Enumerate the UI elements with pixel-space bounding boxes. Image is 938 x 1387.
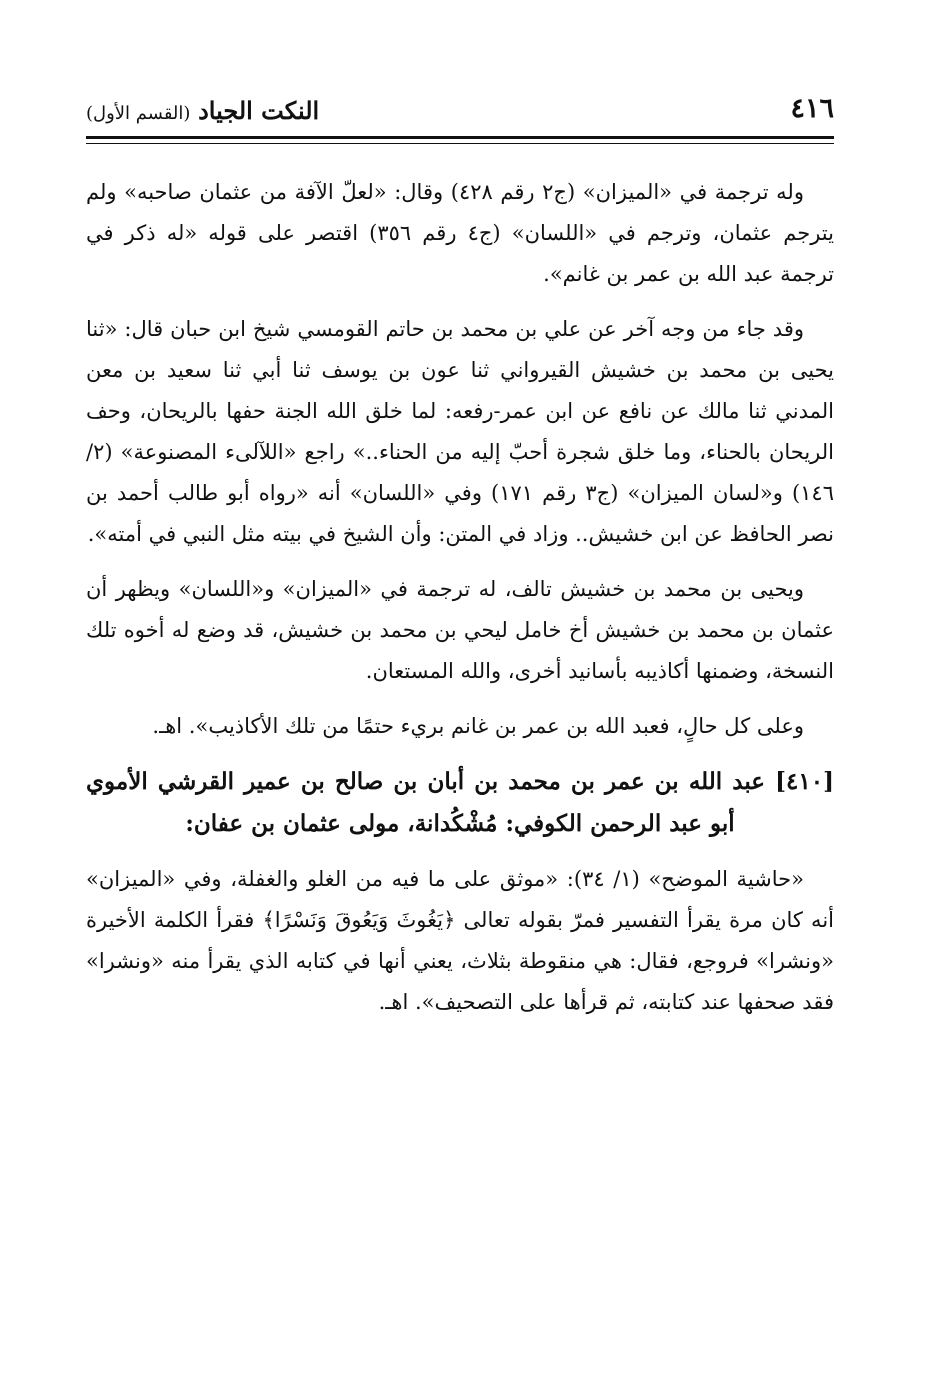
- book-title: النكت الجياد: [198, 96, 320, 125]
- page-number: ٤١٦: [790, 93, 834, 124]
- page-header: [86, 92, 834, 132]
- book-part: (القسم الأول): [86, 103, 191, 124]
- paragraph-2: وقد جاء من وجه آخر عن علي بن محمد بن حاتم القومسي شيخ ابن حبان قال: «ثنا يحيى بن محمد بن خشيش القيرواني ثنا عون بن يوسف ثنا أبي ثنا سعيد بن معن المدني ثنا مالك عن نافع عن ابن عمر-رفعه: لما خلق الله الجنة حفها بالريحان، وحف الريحان بالحناء، وما خلق شجرة أحبّ إليه من الحناء..» راجع «اللآلىء المصنوعة» (٢/ ١٤٦) و«لسان الميزان» (ج٣ رقم ١٧١) وفي «اللسان» أنه «رواه أبو طالب أحمد بن نصر الحافظ عن ابن خشيش.. وزاد في المتن: وأن الشيخ في بيته مثل النبي في أمته».: [86, 317, 834, 546]
- entry-title: عبد الله بن عمر بن محمد بن أبان بن صالح بن عمير القرشي الأموي أبو عبد الرحمن الكوفي: مُشْكُدانة، مولى عثمان بن عفان:: [86, 768, 766, 837]
- entry-heading: [86, 761, 834, 845]
- paragraph-1: وله ترجمة في «الميزان» (ج٢ رقم ٤٢٨) وقال: «لعلّ الآفة من عثمان صاحبه» ولم يترجم عثمان، وترجم في «اللسان» (ج٤ رقم ٣٥٦) اقتصر على قوله «له ذكر في ترجمة عبد الله بن عمر بن غانم».: [86, 180, 834, 286]
- page-body: [86, 172, 834, 1037]
- entry-number: [٤١٠]: [775, 768, 834, 795]
- running-title: [86, 94, 319, 131]
- entry-paragraph: «حاشية الموضح» (١/ ٣٤): «موثق على ما فيه من الغلو والغفلة، وفي «الميزان» أنه كان مرة يقرأ التفسير فمرّ بقوله تعالى ﴿يَغُوثَ وَيَعُوقَ وَنَسْرًا﴾ فقرأ الكلمة الأخيرة «ونشرا» فروجع، فقال: هي منقوطة بثلاث، يعني أنها في كتابه الذي يقرأ منه «ونشرا» فقد صحفها عند كتابته، ثم قرأها على التصحيف». اهـ.: [86, 867, 834, 1014]
- paragraph-4: وعلى كل حالٍ، فعبد الله بن عمر بن غانم بريء حتمًا من تلك الأكاذيب». اهـ.: [152, 714, 804, 738]
- header-rule-thick: [86, 136, 834, 139]
- header-rule-thin: [86, 143, 834, 144]
- paragraph-3: ويحيى بن محمد بن خشيش تالف، له ترجمة في «الميزان» و«اللسان» ويظهر أن عثمان بن محمد بن خشيش أخ خامل ليحي بن محمد بن خشيش، قد وضع له أخوه تلك النسخة، وضمنها أكاذيبه بأسانيد أخرى، والله المستعان.: [86, 577, 834, 683]
